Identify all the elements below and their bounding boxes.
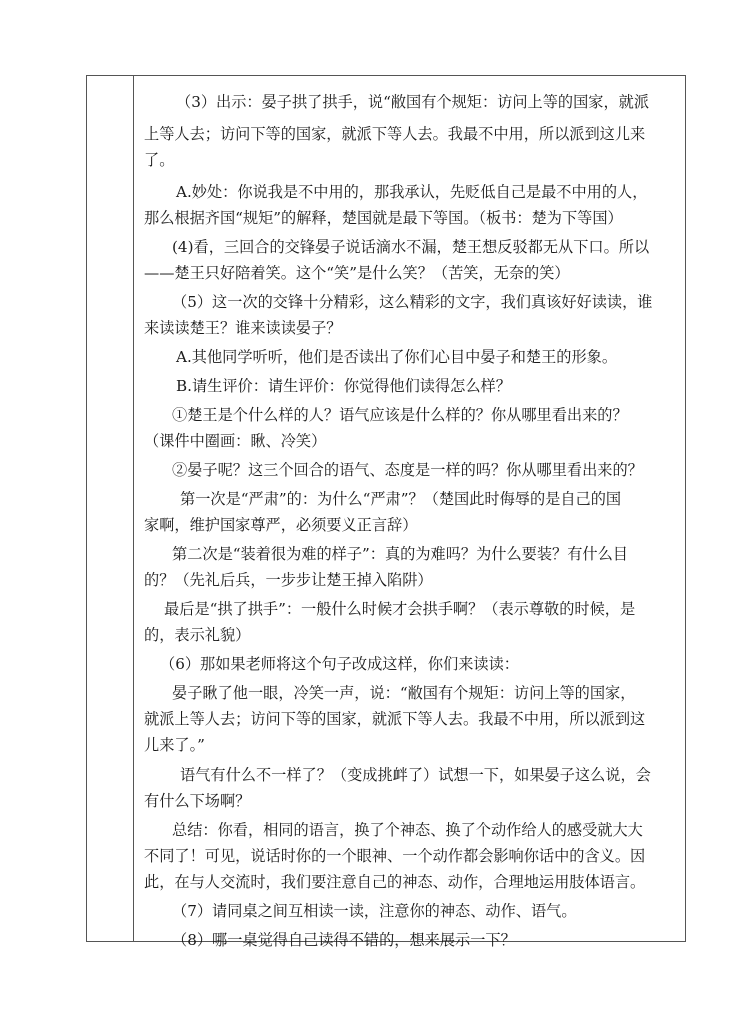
text-line: ——楚王只好陪着笑。这个“笑”是什么笑？（苦笑，无奈的笑） [144, 264, 570, 282]
text-line: 此，在与人交流时，我们要注意自己的神态、动作，合理地运用肢体语言。 [144, 873, 646, 891]
text-line: 的？（先礼后兵，一步步让楚王掉入陷阱） [144, 571, 433, 589]
text-line: （5）这一次的交锋十分精彩，这么精彩的文字，我们真该好好读读，谁 [172, 293, 653, 311]
text-line: 那么根据齐国“规矩”的解释，楚国就是最下等国。（板书：楚为下等国） [144, 209, 623, 227]
text-line: ②晏子呢？这三个回合的语气、态度是一样的吗？你从哪里看出来的？ [172, 461, 643, 479]
text-line: 第二次是“装着很为难的样子”：真的为难吗？为什么要装？有什么目 [172, 545, 628, 563]
text-line: 家啊，维护国家尊严，必须要义正言辞） [144, 516, 418, 534]
text-line: 晏子瞅了他一眼，冷笑一声，说：“敝国有个规矩：访问上等的国家， [172, 684, 636, 702]
text-line: 的，表示礼貌） [144, 626, 251, 644]
left-column-cell [87, 76, 134, 941]
text-line: 来读读楚王？谁来读读晏子？ [144, 319, 342, 337]
text-line: 最后是“拱了拱手”：一般什么时候才会拱手啊？（表示尊敬的时候，是 [164, 600, 636, 618]
text-line: ①楚王是个什么样的人？语气应该是什么样的？你从哪里看出来的？ [172, 406, 628, 424]
text-line: B.请生评价：请生评价：你觉得他们读得怎么样？ [176, 377, 511, 395]
content-cell [134, 76, 685, 949]
lesson-table [86, 75, 686, 949]
text-line: 不同了！可见，说话时你的一个眼神、一个动作都会影响你话中的含义。因 [144, 847, 646, 865]
text-line: 上等人去；访问下等的国家，就派下等人去。我最不中用，所以派到这儿来 [144, 125, 646, 143]
text-line: （课件中圈画：瞅、冷笑） [144, 432, 327, 450]
text-line: 有什么下场啊？ [144, 792, 251, 810]
text-line: （7）请同桌之间互相读一读，注意你的神态、动作、语气。 [172, 902, 577, 920]
text-line: A.妙处：你说我是不中用的，那我承认，先贬低自己是最不中用的人， [176, 183, 648, 201]
text-line: 了。 [144, 151, 175, 169]
text-line: 第一次是“严肃”的：为什么“严肃”？（楚国此时侮辱的是自己的国 [180, 490, 622, 508]
text-line: （8）哪一桌觉得自己读得不错的，想来展示一下？ [172, 931, 516, 949]
text-line: 语气有什么不一样了？（变成挑衅了）试想一下，如果晏子这么说，会 [180, 766, 651, 784]
text-line: （3）出示：晏子拱了拱手，说“敝国有个规矩：访问上等的国家，就派 [176, 93, 650, 111]
text-line: (4)看，三回合的交锋晏子说话滴水不漏，楚王想反驳都无从下口。所以 [172, 238, 650, 256]
text-line: 儿来了。” [144, 736, 205, 754]
text-line: （6）那如果老师将这个句子改成这样，你们来读读： [160, 655, 519, 673]
text-line: A.其他同学听听，他们是否读出了你们心目中晏子和楚王的形象。 [176, 348, 618, 366]
text-line: 总结：你看，相同的语言，换了个神态、换了个动作给人的感受就大大 [172, 821, 643, 839]
text-line: 就派上等人去；访问下等的国家，就派下等人去。我最不中用，所以派到这 [144, 710, 646, 728]
